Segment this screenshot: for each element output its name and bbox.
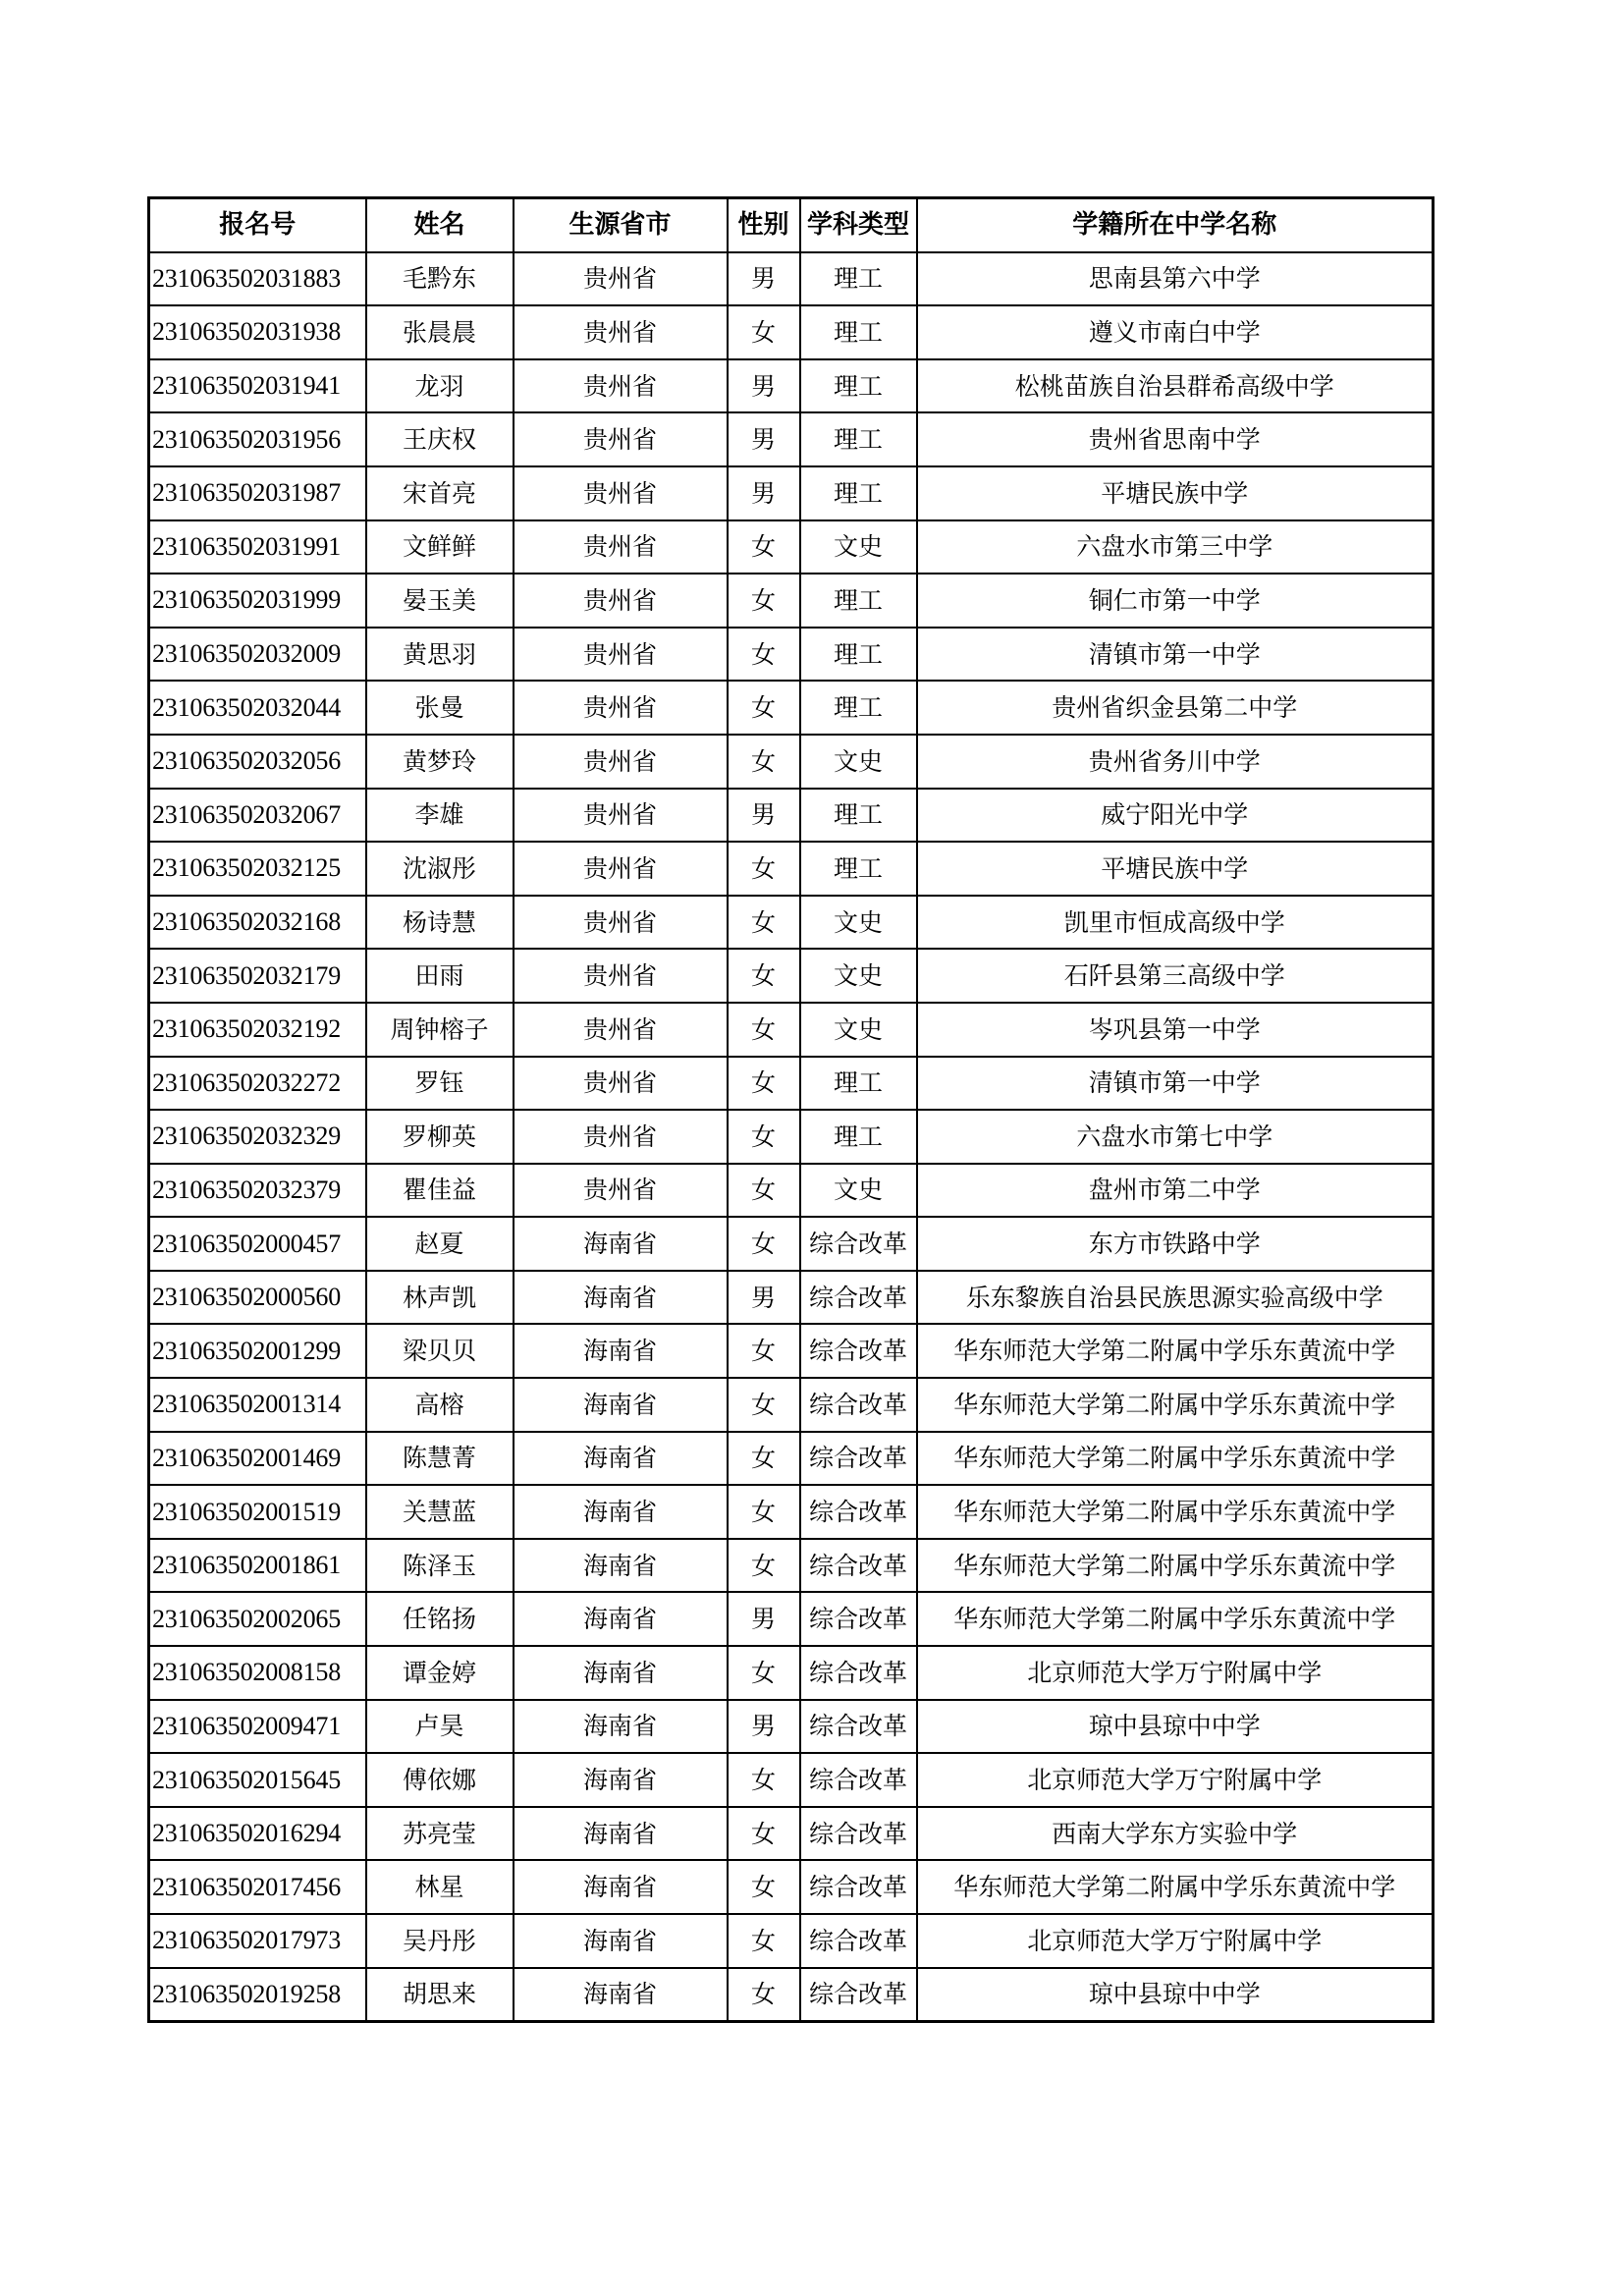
cell-name: 张曼 [366, 681, 514, 735]
cell-school-name: 华东师范大学第二附属中学乐东黄流中学 [917, 1485, 1434, 1539]
header-gender: 性别 [728, 198, 800, 252]
cell-gender: 女 [728, 305, 800, 359]
cell-school-name: 石阡县第三高级中学 [917, 949, 1434, 1003]
table-row [149, 1968, 1434, 2022]
cell-subject-type: 理工 [800, 252, 917, 306]
cell-name: 罗柳英 [366, 1110, 514, 1164]
cell-province: 海南省 [514, 1968, 728, 2022]
cell-subject-type: 文史 [800, 896, 917, 950]
cell-subject-type: 理工 [800, 842, 917, 896]
cell-subject-type: 理工 [800, 412, 917, 466]
cell-province: 贵州省 [514, 412, 728, 466]
table-row [149, 1271, 1434, 1325]
cell-school-name: 盘州市第二中学 [917, 1164, 1434, 1218]
cell-province: 海南省 [514, 1914, 728, 1968]
cell-name: 瞿佳益 [366, 1164, 514, 1218]
cell-gender: 女 [728, 681, 800, 735]
cell-registration-number: 231063502032192 [149, 1003, 366, 1057]
table-row [149, 949, 1434, 1003]
cell-school-name: 西南大学东方实验中学 [917, 1807, 1434, 1861]
cell-registration-number: 231063502001314 [149, 1378, 366, 1432]
cell-province: 海南省 [514, 1807, 728, 1861]
cell-province: 贵州省 [514, 1110, 728, 1164]
cell-name: 吴丹彤 [366, 1914, 514, 1968]
cell-subject-type: 综合改革 [800, 1700, 917, 1754]
cell-school-name: 北京师范大学万宁附属中学 [917, 1753, 1434, 1807]
cell-subject-type: 文史 [800, 1003, 917, 1057]
cell-name: 杨诗慧 [366, 896, 514, 950]
table-row [149, 789, 1434, 843]
cell-name: 任铭扬 [366, 1592, 514, 1646]
cell-registration-number: 231063502032179 [149, 949, 366, 1003]
cell-province: 贵州省 [514, 628, 728, 682]
cell-subject-type: 理工 [800, 789, 917, 843]
cell-province: 贵州省 [514, 789, 728, 843]
cell-gender: 女 [728, 1860, 800, 1914]
cell-gender: 男 [728, 1700, 800, 1754]
cell-school-name: 思南县第六中学 [917, 252, 1434, 306]
cell-gender: 女 [728, 896, 800, 950]
cell-name: 李雄 [366, 789, 514, 843]
cell-gender: 女 [728, 1807, 800, 1861]
table-row [149, 305, 1434, 359]
table-row [149, 359, 1434, 413]
cell-province: 海南省 [514, 1378, 728, 1432]
cell-name: 林星 [366, 1860, 514, 1914]
cell-name: 沈淑彤 [366, 842, 514, 896]
cell-registration-number: 231063502032168 [149, 896, 366, 950]
cell-school-name: 铜仁市第一中学 [917, 574, 1434, 628]
cell-registration-number: 231063502032125 [149, 842, 366, 896]
table-body [149, 252, 1434, 2022]
cell-gender: 女 [728, 1324, 800, 1378]
table-row [149, 520, 1434, 574]
cell-registration-number: 231063502032067 [149, 789, 366, 843]
cell-subject-type: 综合改革 [800, 1807, 917, 1861]
cell-name: 傅依娜 [366, 1753, 514, 1807]
cell-school-name: 岑巩县第一中学 [917, 1003, 1434, 1057]
cell-school-name: 凯里市恒成高级中学 [917, 896, 1434, 950]
cell-gender: 男 [728, 466, 800, 520]
cell-subject-type: 文史 [800, 1164, 917, 1218]
cell-name: 赵夏 [366, 1217, 514, 1271]
table-row [149, 1217, 1434, 1271]
cell-subject-type: 文史 [800, 949, 917, 1003]
cell-school-name: 琼中县琼中中学 [917, 1700, 1434, 1754]
cell-province: 海南省 [514, 1646, 728, 1700]
cell-subject-type: 综合改革 [800, 1539, 917, 1593]
cell-gender: 男 [728, 789, 800, 843]
cell-subject-type: 综合改革 [800, 1592, 917, 1646]
cell-gender: 女 [728, 1110, 800, 1164]
cell-name: 罗钰 [366, 1057, 514, 1111]
cell-name: 张晨晨 [366, 305, 514, 359]
table-row [149, 896, 1434, 950]
cell-name: 晏玉美 [366, 574, 514, 628]
cell-gender: 女 [728, 949, 800, 1003]
table-row [149, 1324, 1434, 1378]
cell-subject-type: 综合改革 [800, 1860, 917, 1914]
cell-registration-number: 231063502031999 [149, 574, 366, 628]
table-row [149, 1807, 1434, 1861]
cell-name: 王庆权 [366, 412, 514, 466]
cell-school-name: 华东师范大学第二附属中学乐东黄流中学 [917, 1539, 1434, 1593]
cell-subject-type: 综合改革 [800, 1485, 917, 1539]
table-row [149, 1110, 1434, 1164]
cell-registration-number: 231063502032379 [149, 1164, 366, 1218]
table-row [149, 628, 1434, 682]
cell-registration-number: 231063502032009 [149, 628, 366, 682]
cell-school-name: 平塘民族中学 [917, 466, 1434, 520]
cell-subject-type: 综合改革 [800, 1968, 917, 2022]
table-row [149, 1860, 1434, 1914]
cell-name: 谭金婷 [366, 1646, 514, 1700]
cell-gender: 男 [728, 412, 800, 466]
cell-gender: 男 [728, 359, 800, 413]
cell-subject-type: 综合改革 [800, 1914, 917, 1968]
table-row [149, 1700, 1434, 1754]
cell-registration-number: 231063502032044 [149, 681, 366, 735]
cell-province: 贵州省 [514, 252, 728, 306]
cell-subject-type: 理工 [800, 681, 917, 735]
header-name: 姓名 [366, 198, 514, 252]
table-row [149, 1003, 1434, 1057]
cell-school-name: 琼中县琼中中学 [917, 1968, 1434, 2022]
cell-registration-number: 231063502032272 [149, 1057, 366, 1111]
cell-gender: 女 [728, 1432, 800, 1486]
cell-subject-type: 文史 [800, 735, 917, 789]
header-province: 生源省市 [514, 198, 728, 252]
table-header-row [149, 198, 1434, 252]
table-row [149, 574, 1434, 628]
cell-school-name: 东方市铁路中学 [917, 1217, 1434, 1271]
cell-subject-type: 理工 [800, 1110, 917, 1164]
cell-registration-number: 231063502009471 [149, 1700, 366, 1754]
cell-subject-type: 理工 [800, 305, 917, 359]
roster-table [147, 196, 1435, 2023]
cell-province: 贵州省 [514, 842, 728, 896]
table-row [149, 1378, 1434, 1432]
cell-registration-number: 231063502031991 [149, 520, 366, 574]
cell-school-name: 清镇市第一中学 [917, 1057, 1434, 1111]
table-row [149, 1164, 1434, 1218]
cell-registration-number: 231063502031941 [149, 359, 366, 413]
table-row [149, 1057, 1434, 1111]
cell-name: 陈慧菁 [366, 1432, 514, 1486]
table-row [149, 1592, 1434, 1646]
table-row [149, 1914, 1434, 1968]
cell-registration-number: 231063502017456 [149, 1860, 366, 1914]
cell-school-name: 贵州省务川中学 [917, 735, 1434, 789]
table-row [149, 735, 1434, 789]
cell-gender: 女 [728, 842, 800, 896]
cell-registration-number: 231063502032056 [149, 735, 366, 789]
cell-registration-number: 231063502000560 [149, 1271, 366, 1325]
cell-school-name: 平塘民族中学 [917, 842, 1434, 896]
cell-school-name: 贵州省思南中学 [917, 412, 1434, 466]
cell-name: 卢昊 [366, 1700, 514, 1754]
cell-school-name: 华东师范大学第二附属中学乐东黄流中学 [917, 1860, 1434, 1914]
cell-province: 贵州省 [514, 305, 728, 359]
cell-subject-type: 综合改革 [800, 1271, 917, 1325]
cell-name: 高榕 [366, 1378, 514, 1432]
cell-province: 海南省 [514, 1753, 728, 1807]
cell-subject-type: 综合改革 [800, 1432, 917, 1486]
cell-gender: 女 [728, 1753, 800, 1807]
cell-registration-number: 231063502001299 [149, 1324, 366, 1378]
header-school-name: 学籍所在中学名称 [917, 198, 1434, 252]
cell-school-name: 华东师范大学第二附属中学乐东黄流中学 [917, 1592, 1434, 1646]
cell-gender: 女 [728, 1485, 800, 1539]
cell-subject-type: 理工 [800, 359, 917, 413]
cell-subject-type: 综合改革 [800, 1753, 917, 1807]
table-row [149, 1432, 1434, 1486]
cell-school-name: 华东师范大学第二附属中学乐东黄流中学 [917, 1378, 1434, 1432]
cell-gender: 女 [728, 1968, 800, 2022]
cell-registration-number: 231063502017973 [149, 1914, 366, 1968]
cell-subject-type: 理工 [800, 628, 917, 682]
cell-name: 周钟榕子 [366, 1003, 514, 1057]
cell-name: 关慧蓝 [366, 1485, 514, 1539]
cell-province: 贵州省 [514, 466, 728, 520]
cell-gender: 女 [728, 1539, 800, 1593]
cell-name: 胡思来 [366, 1968, 514, 2022]
cell-gender: 女 [728, 1057, 800, 1111]
cell-registration-number: 231063502032329 [149, 1110, 366, 1164]
cell-registration-number: 231063502000457 [149, 1217, 366, 1271]
cell-registration-number: 231063502016294 [149, 1807, 366, 1861]
cell-subject-type: 综合改革 [800, 1217, 917, 1271]
cell-name: 黄梦玲 [366, 735, 514, 789]
cell-gender: 女 [728, 735, 800, 789]
cell-school-name: 清镇市第一中学 [917, 628, 1434, 682]
cell-school-name: 华东师范大学第二附属中学乐东黄流中学 [917, 1432, 1434, 1486]
cell-subject-type: 文史 [800, 520, 917, 574]
cell-name: 苏亮莹 [366, 1807, 514, 1861]
cell-name: 宋首亮 [366, 466, 514, 520]
cell-gender: 女 [728, 520, 800, 574]
cell-province: 海南省 [514, 1324, 728, 1378]
cell-school-name: 贵州省织金县第二中学 [917, 681, 1434, 735]
cell-registration-number: 231063502001519 [149, 1485, 366, 1539]
cell-province: 海南省 [514, 1271, 728, 1325]
cell-gender: 女 [728, 1164, 800, 1218]
cell-registration-number: 231063502031883 [149, 252, 366, 306]
cell-school-name: 六盘水市第七中学 [917, 1110, 1434, 1164]
cell-province: 贵州省 [514, 949, 728, 1003]
cell-name: 龙羽 [366, 359, 514, 413]
table-row [149, 466, 1434, 520]
cell-registration-number: 231063502001861 [149, 1539, 366, 1593]
cell-registration-number: 231063502031956 [149, 412, 366, 466]
cell-registration-number: 231063502002065 [149, 1592, 366, 1646]
cell-school-name: 北京师范大学万宁附属中学 [917, 1646, 1434, 1700]
header-subject-type: 学科类型 [800, 198, 917, 252]
cell-province: 海南省 [514, 1217, 728, 1271]
cell-subject-type: 综合改革 [800, 1378, 917, 1432]
cell-province: 贵州省 [514, 520, 728, 574]
cell-registration-number: 231063502008158 [149, 1646, 366, 1700]
cell-gender: 男 [728, 1271, 800, 1325]
cell-subject-type: 综合改革 [800, 1324, 917, 1378]
cell-name: 田雨 [366, 949, 514, 1003]
cell-province: 海南省 [514, 1860, 728, 1914]
cell-gender: 女 [728, 1914, 800, 1968]
cell-name: 黄思羽 [366, 628, 514, 682]
table-row [149, 1485, 1434, 1539]
cell-gender: 女 [728, 1217, 800, 1271]
cell-province: 贵州省 [514, 1164, 728, 1218]
table-row [149, 1753, 1434, 1807]
cell-province: 贵州省 [514, 359, 728, 413]
cell-school-name: 乐东黎族自治县民族思源实验高级中学 [917, 1271, 1434, 1325]
cell-province: 海南省 [514, 1485, 728, 1539]
cell-subject-type: 综合改革 [800, 1646, 917, 1700]
cell-school-name: 华东师范大学第二附属中学乐东黄流中学 [917, 1324, 1434, 1378]
cell-school-name: 六盘水市第三中学 [917, 520, 1434, 574]
cell-school-name: 遵义市南白中学 [917, 305, 1434, 359]
cell-name: 文鲜鲜 [366, 520, 514, 574]
cell-province: 海南省 [514, 1592, 728, 1646]
cell-gender: 女 [728, 1003, 800, 1057]
cell-province: 贵州省 [514, 735, 728, 789]
table-row [149, 252, 1434, 306]
cell-school-name: 松桃苗族自治县群希高级中学 [917, 359, 1434, 413]
cell-gender: 女 [728, 1378, 800, 1432]
cell-name: 陈泽玉 [366, 1539, 514, 1593]
cell-registration-number: 231063502031938 [149, 305, 366, 359]
cell-name: 毛黔东 [366, 252, 514, 306]
cell-province: 贵州省 [514, 1003, 728, 1057]
table-row [149, 842, 1434, 896]
cell-school-name: 北京师范大学万宁附属中学 [917, 1914, 1434, 1968]
cell-province: 贵州省 [514, 574, 728, 628]
cell-province: 海南省 [514, 1539, 728, 1593]
cell-gender: 男 [728, 1592, 800, 1646]
table-row [149, 681, 1434, 735]
header-registration-number: 报名号 [149, 198, 366, 252]
table-row [149, 412, 1434, 466]
cell-gender: 女 [728, 1646, 800, 1700]
cell-province: 贵州省 [514, 896, 728, 950]
cell-name: 梁贝贝 [366, 1324, 514, 1378]
cell-registration-number: 231063502001469 [149, 1432, 366, 1486]
cell-subject-type: 理工 [800, 1057, 917, 1111]
cell-registration-number: 231063502031987 [149, 466, 366, 520]
cell-province: 贵州省 [514, 1057, 728, 1111]
table-row [149, 1539, 1434, 1593]
table-row [149, 1646, 1434, 1700]
cell-province: 贵州省 [514, 681, 728, 735]
cell-gender: 女 [728, 574, 800, 628]
cell-school-name: 威宁阳光中学 [917, 789, 1434, 843]
cell-province: 海南省 [514, 1700, 728, 1754]
cell-province: 海南省 [514, 1432, 728, 1486]
cell-subject-type: 理工 [800, 574, 917, 628]
cell-name: 林声凯 [366, 1271, 514, 1325]
cell-gender: 女 [728, 628, 800, 682]
cell-subject-type: 理工 [800, 466, 917, 520]
cell-registration-number: 231063502015645 [149, 1753, 366, 1807]
cell-registration-number: 231063502019258 [149, 1968, 366, 2022]
cell-gender: 男 [728, 252, 800, 306]
